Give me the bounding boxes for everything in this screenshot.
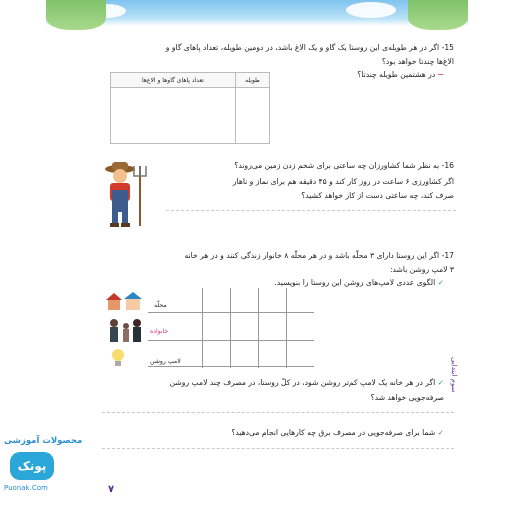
row-label-family: خانواده	[150, 328, 169, 335]
brand-name: محصولات آموزشی	[4, 436, 83, 446]
q16-line1: 16- به نظر شما کشاورزان چه ساعتی برای شخم زدن زمین می‌روند؟	[234, 161, 454, 170]
table-header-legs: تعداد پاهای گاوها و الاغ‌ها	[111, 73, 236, 88]
q17-line4	[170, 378, 444, 387]
q16-line2: اگر کشاورزی ۶ ساعت در روز کار کند و ۴۵ دقیقه هم برای نماز و ناهار	[232, 177, 454, 186]
stable-table	[110, 72, 270, 144]
check-icon: ✓	[437, 428, 444, 437]
family-icon	[106, 318, 144, 342]
answer-line	[166, 210, 456, 211]
q15-line3	[357, 70, 444, 79]
light-bulb-icon	[110, 348, 126, 368]
grid-line	[230, 288, 231, 368]
answer-line	[102, 448, 454, 449]
brand-logo: پونک	[10, 452, 54, 480]
table-header-stable: طویله	[235, 73, 269, 88]
q17-line4-text: اگر در هر خانه یک لامپ کم‌تر روشن شود، در کلّ روستا، در مصرف چند لامپ روشن	[169, 378, 436, 387]
table-cell[interactable]	[111, 88, 236, 144]
grade-sidebar: سوم ابتدایی	[450, 357, 458, 393]
q17-line3-text: الگوی عددی لامپ‌های روشن این روستا را بنویسید.	[274, 278, 436, 287]
q17-line2: ۳ لامپ روشن باشد:	[389, 265, 454, 274]
row-label-lamp: لامپ روشن	[150, 358, 181, 365]
q17-line6	[231, 428, 444, 437]
grid-line	[148, 312, 314, 313]
q15-line1: 15- اگر در هر طویله‌ی این روستا یک گاو و یک الاغ باشد، در دومین طویله، تعداد پاهای گاو و	[165, 43, 454, 52]
grass-left	[46, 0, 106, 30]
grass-right	[408, 0, 468, 30]
q17-line3	[274, 278, 444, 287]
grid-line	[148, 366, 314, 367]
workbook-page	[46, 0, 468, 510]
table-cell[interactable]	[235, 88, 269, 144]
sky-banner	[46, 0, 468, 26]
q15-line2: الاغ‌ها چندتا خواهد بود؟	[381, 57, 454, 66]
q15-line3-text: در هشتمین طویله چندتا؟	[357, 70, 436, 79]
cloud	[346, 2, 396, 18]
brand-url[interactable]: Puonak.Com	[4, 484, 48, 492]
grid-line	[258, 288, 259, 368]
q16-line3: صرف کند، چه ساعتی دست از کار خواهد کشید؟	[301, 191, 454, 200]
check-icon: ✓	[437, 278, 444, 287]
dash-icon: −	[437, 70, 444, 79]
houses-icon	[104, 290, 144, 312]
check-icon: ✓	[437, 378, 444, 387]
q17-line5: صرفه‌جویی خواهد شد؟	[370, 393, 444, 402]
farmer-illustration	[98, 160, 150, 230]
answer-line	[102, 412, 454, 413]
grid-line	[148, 340, 314, 341]
grid-line	[286, 288, 287, 368]
row-label-neighborhood: محلّه	[154, 302, 167, 309]
q17-line6-text: شما برای صرفه‌جویی در مصرف برق چه کارهایی انجام می‌دهید؟	[231, 428, 436, 437]
q17-line1: 17- اگر این روستا دارای ۳ محلّه باشد و در هر محلّه ۸ خانوار زندگی کنند و در هر خانه	[184, 251, 454, 260]
page-number: ۷	[108, 484, 115, 495]
grid-line	[202, 288, 203, 368]
